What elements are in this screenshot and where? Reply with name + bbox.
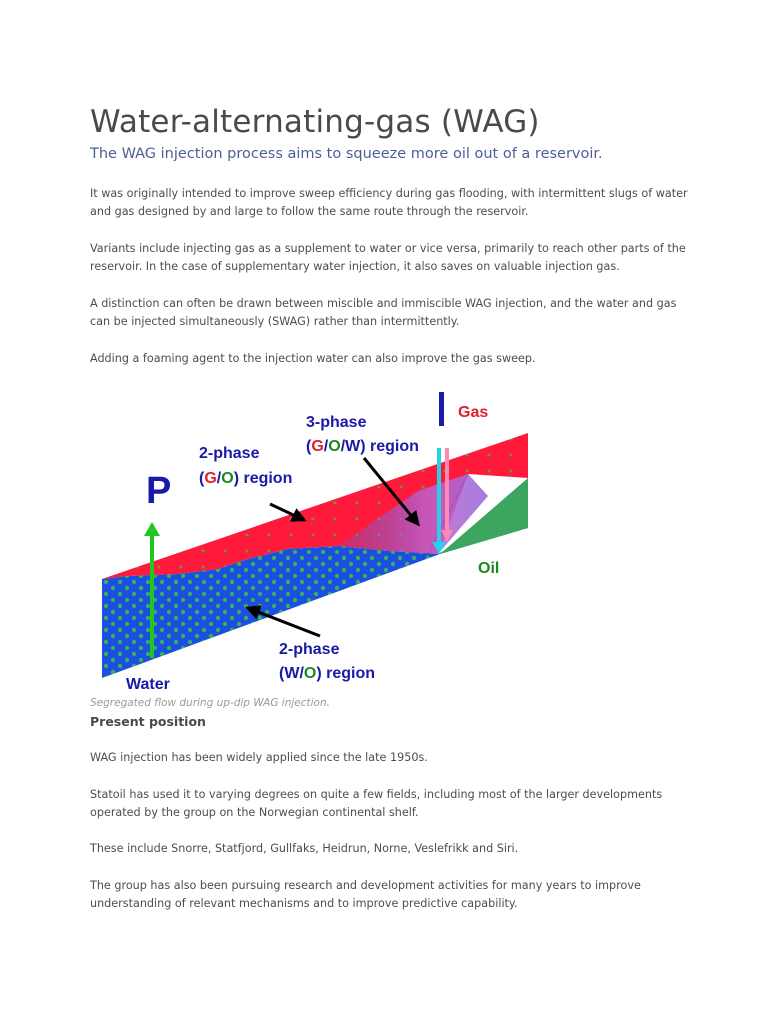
page-subtitle: The WAG injection process aims to squeeze more oil out of a reservoir. <box>90 146 603 162</box>
slash: / <box>299 665 304 682</box>
open-paren: ( <box>306 438 312 455</box>
figure-caption: Segregated flow during up-dip WAG injection. <box>90 697 330 709</box>
label-wo-region <box>279 665 375 682</box>
pointer-arrow-wo <box>248 608 320 636</box>
intro-paragraph: A distinction can often be drawn between miscible and immiscible WAG injection, and the water and gas can be injected simultaneously (SWAG) rather than intermittently. <box>90 297 677 328</box>
wag-diagram <box>88 386 532 692</box>
slash: / <box>340 438 346 455</box>
intro-paragraph: It was originally intended to improve sweep efficiency during gas flooding, with intermittent slugs of water and gas designed by and large to follow the same route through the reservoir. <box>90 187 688 218</box>
letter-o: O <box>328 438 341 455</box>
intro-paragraph: Variants include injecting gas as a supplement to water or vice versa, primarily to reach other parts of the reservoir. In the case of supplementary water injection, it also saves on valuable injection gas. <box>90 242 686 273</box>
label-2phase-wo: 2-phase <box>279 641 340 658</box>
label-water: Water <box>126 676 170 692</box>
letter-w: W <box>284 665 300 682</box>
label-3phase: 3-phase <box>306 414 367 431</box>
letter-g: G <box>311 438 324 455</box>
label-gas: Gas <box>458 404 489 421</box>
intro-paragraph: Adding a foaming agent to the injection water can also improve the gas sweep. <box>90 352 536 365</box>
slash: / <box>323 438 329 455</box>
slash: / <box>216 470 222 487</box>
letter-o: O <box>303 665 317 682</box>
label-2phase-go: 2-phase <box>199 445 260 462</box>
injector-well <box>439 392 444 426</box>
label-go-region <box>199 470 292 487</box>
section-paragraph: Statoil has used it to varying degrees on quite a few fields, including most of the larger developments operated by the group on the Norwegian continental shelf. <box>90 788 663 819</box>
open-paren: ( <box>279 665 285 682</box>
section-heading: Present position <box>90 714 206 729</box>
region-suffix: ) region <box>316 665 376 682</box>
section-paragraph: The group has also been pursuing research and development activities for many years to improve understanding of relevant mechanisms and to improve predictive capability. <box>90 879 641 910</box>
open-paren: ( <box>199 470 205 487</box>
region-suffix: ) region <box>360 438 419 455</box>
section-paragraph: These include Snorre, Statfjord, Gullfaks, Heidrun, Norne, Veslefrikk and Siri. <box>90 842 519 855</box>
label-p: P <box>146 470 172 512</box>
letter-o: O <box>221 470 234 487</box>
label-oil: Oil <box>478 560 500 577</box>
region-suffix: ) region <box>233 470 293 487</box>
producer-arrowhead <box>144 522 160 536</box>
label-gow-region <box>306 438 419 455</box>
page-title: Water-alternating-gas (WAG) <box>90 104 540 140</box>
letter-w: W <box>345 438 361 455</box>
section-paragraph: WAG injection has been widely applied since the late 1950s. <box>90 751 428 764</box>
letter-g: G <box>204 470 217 487</box>
